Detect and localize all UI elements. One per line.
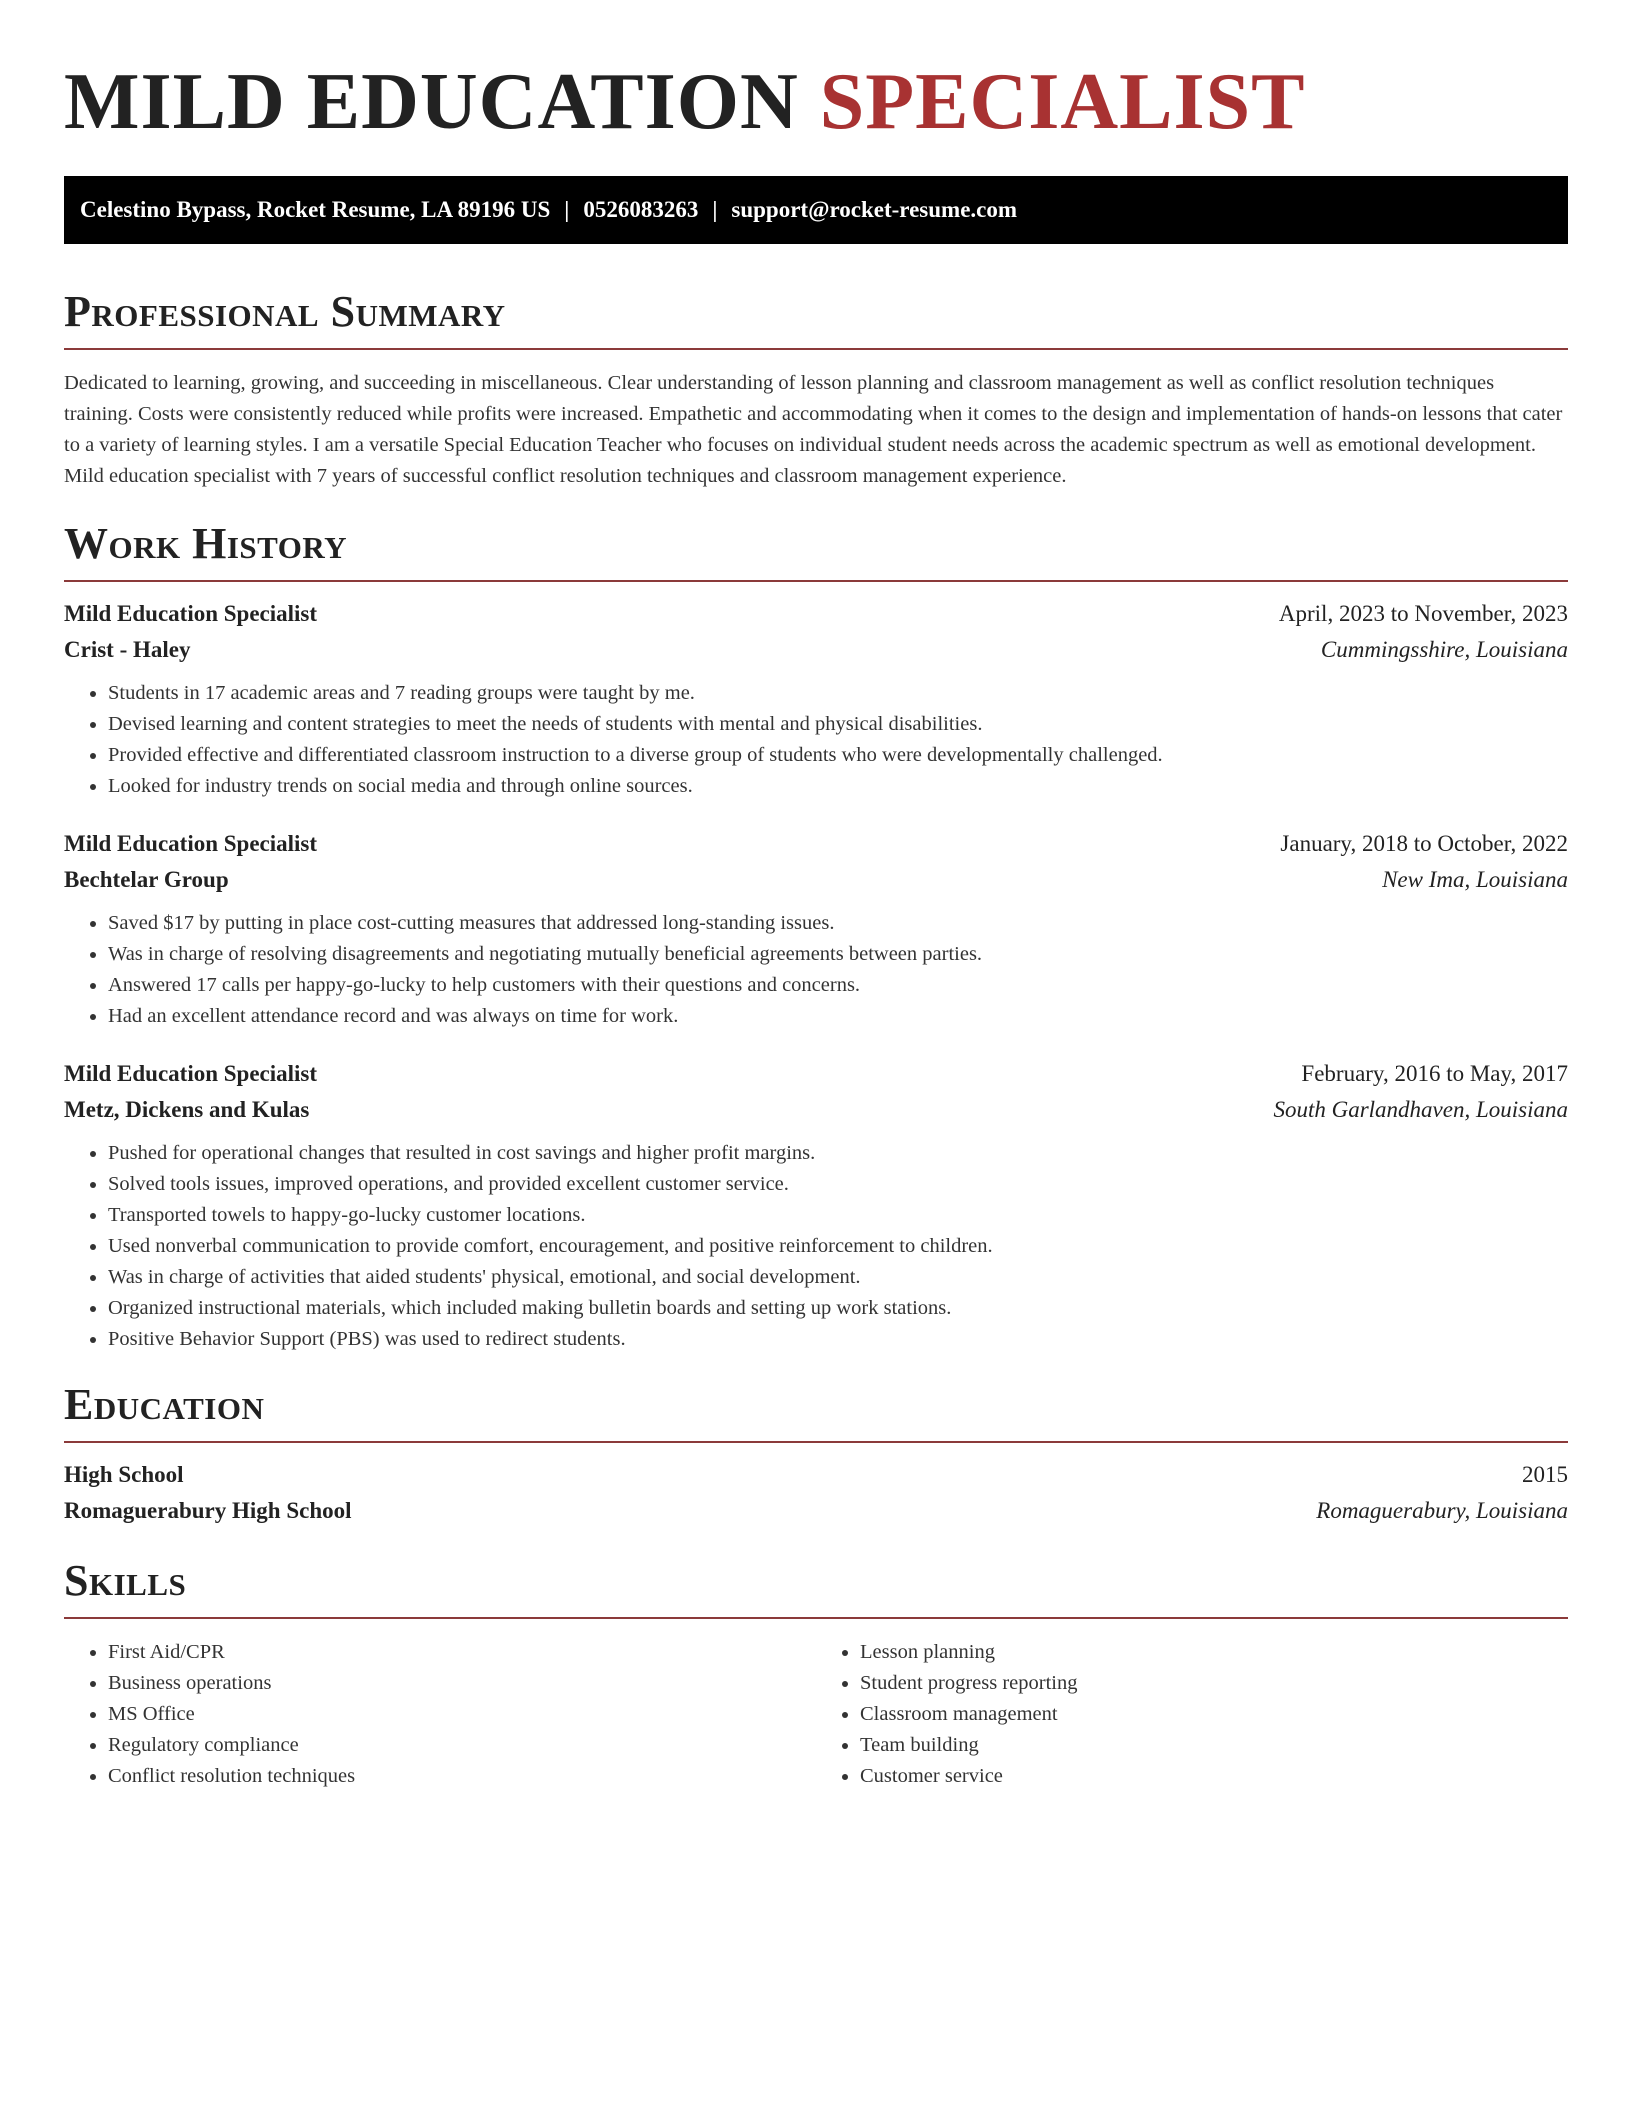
skills-section: [64, 1555, 1568, 1792]
skills-list-left: [64, 1637, 816, 1792]
resume-title: [64, 0, 1568, 146]
job-company-row: [64, 862, 1568, 898]
job-company: Bechtelar Group: [64, 867, 229, 892]
list-item: • Had an excellent attendance record and was always on time for work.: [108, 1001, 1568, 1032]
list-item: • Team building: [860, 1730, 1568, 1761]
list-item: • Solved tools issues, improved operations, and provided excellent customer service.: [108, 1169, 1568, 1200]
section-divider: [64, 580, 1568, 582]
list-item: • Students in 17 academic areas and 7 reading groups were taught by me.: [108, 678, 1568, 709]
skills-columns: [64, 1637, 1568, 1792]
skills-list-right: [816, 1637, 1568, 1792]
summary-text: Dedicated to learning, growing, and succeeding in miscellaneous. Clear understanding of lesson planning and classroom management as well as conflict resolution techniques training. Costs were consistently reduced while profits were increased. Empathetic and accommodating when it comes to the design and implementation of hands-on lessons that cater to a variety of learning styles. I am a versatile Special Education Teacher who focuses on individual student needs across the academic spectrum as well as emotional development. Mild education specialist with 7 years of successful conflict resolution techniques and classroom management experience.: [64, 372, 1563, 487]
education-school: Romaguerabury High School: [64, 1498, 352, 1523]
list-item: • Pushed for operational changes that resulted in cost savings and higher profit margins.: [108, 1138, 1568, 1169]
contact-email: support@rocket-resume.com: [731, 197, 1018, 222]
list-item: • Transported towels to happy-go-lucky customer locations.: [108, 1200, 1568, 1231]
education-degree: High School: [64, 1462, 184, 1487]
section-heading-skills: Skills: [64, 1556, 187, 1605]
title-main: MILD EDUCATION: [64, 58, 799, 146]
job-dates: February, 2016 to May, 2017: [1301, 1061, 1568, 1086]
education-location: Romaguerabury, Louisiana: [1316, 1498, 1568, 1523]
job-location: Cummingsshire, Louisiana: [1320, 637, 1568, 662]
list-item: • Saved $17 by putting in place cost-cutting measures that addressed long-standing issues.: [108, 908, 1568, 939]
section-heading-work: Work History: [64, 519, 348, 568]
job-bullets: [64, 1138, 1568, 1355]
summary-section: [64, 286, 1568, 492]
list-item: • Was in charge of resolving disagreements and negotiating mutually beneficial agreements between parties.: [108, 939, 1568, 970]
education-year: 2015: [1522, 1462, 1568, 1487]
education-header-row: [64, 1457, 1568, 1493]
list-item: • Customer service: [860, 1761, 1568, 1792]
job-bullets: [64, 678, 1568, 802]
job-header-row: [64, 826, 1568, 862]
section-heading-summary: Professional Summary: [64, 287, 506, 336]
title-accent: SPECIALIST: [819, 58, 1306, 146]
list-item: • Student progress reporting: [860, 1668, 1568, 1699]
section-heading-education: Education: [64, 1380, 265, 1429]
contact-phone: 0526083263: [583, 197, 699, 222]
contact-bar: [64, 176, 1568, 244]
list-item: • Devised learning and content strategies to meet the needs of students with mental and physical disabilities.: [108, 709, 1568, 740]
list-item: • Conflict resolution techniques: [108, 1761, 816, 1792]
list-item: • First Aid/CPR: [108, 1637, 816, 1668]
education-entry: [64, 1457, 1568, 1529]
section-divider: [64, 1617, 1568, 1619]
list-item: • Positive Behavior Support (PBS) was used to redirect students.: [108, 1324, 1568, 1355]
list-item: • Organized instructional materials, which included making bulletin boards and setting up work stations.: [108, 1293, 1568, 1324]
list-item: • Regulatory compliance: [108, 1730, 816, 1761]
section-divider: [64, 348, 1568, 350]
list-item: • Used nonverbal communication to provide comfort, encouragement, and positive reinforcement to children.: [108, 1231, 1568, 1262]
job-company: Metz, Dickens and Kulas: [64, 1097, 310, 1122]
contact-separator: |: [564, 197, 570, 222]
job-location: South Garlandhaven, Louisiana: [1273, 1097, 1568, 1122]
list-item: • Looked for industry trends on social media and through online sources.: [108, 771, 1568, 802]
section-divider: [64, 1441, 1568, 1443]
list-item: • Provided effective and differentiated classroom instruction to a diverse group of students who were developmentally challenged.: [108, 740, 1568, 771]
job-company-row: [64, 1092, 1568, 1128]
job-title: Mild Education Specialist: [64, 831, 318, 856]
job-company-row: [64, 632, 1568, 668]
job-header-row: [64, 596, 1568, 632]
job-bullets: [64, 908, 1568, 1032]
job-entry: [64, 1056, 1568, 1355]
education-section: [64, 1379, 1568, 1529]
job-dates: January, 2018 to October, 2022: [1280, 831, 1568, 856]
list-item: • Was in charge of activities that aided students' physical, emotional, and social development.: [108, 1262, 1568, 1293]
job-entry: [64, 596, 1568, 802]
list-item: • Business operations: [108, 1668, 816, 1699]
contact-separator: |: [712, 197, 718, 222]
contact-address: Celestino Bypass, Rocket Resume, LA 89196 US: [80, 197, 551, 222]
job-company: Crist - Haley: [64, 637, 191, 662]
list-item: • Lesson planning: [860, 1637, 1568, 1668]
list-item: • Answered 17 calls per happy-go-lucky to help customers with their questions and concerns.: [108, 970, 1568, 1001]
education-school-row: [64, 1493, 1568, 1529]
job-location: New Ima, Louisiana: [1382, 867, 1568, 892]
job-title: Mild Education Specialist: [64, 1061, 318, 1086]
job-entry: [64, 826, 1568, 1032]
work-section: [64, 518, 1568, 1355]
list-item: • Classroom management: [860, 1699, 1568, 1730]
job-header-row: [64, 1056, 1568, 1092]
job-dates: April, 2023 to November, 2023: [1278, 601, 1568, 626]
list-item: • MS Office: [108, 1699, 816, 1730]
job-title: Mild Education Specialist: [64, 601, 318, 626]
